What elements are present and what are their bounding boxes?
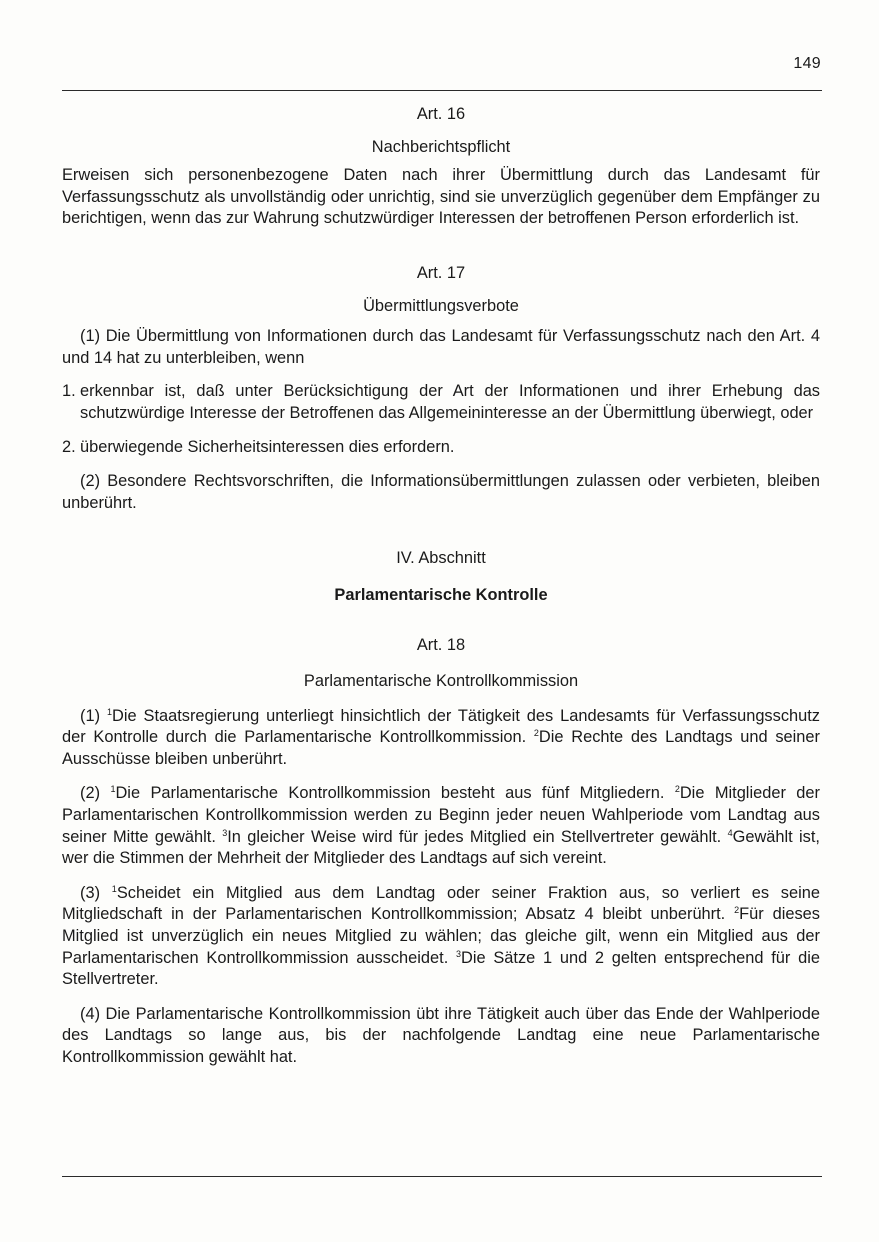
art18-title: Parlamentarische Kontrollkommission xyxy=(303,672,579,691)
art18-paragraph-2: (2) $^1$Die Parlamentarische Kontrollkommission besteht aus fünf Mitgliedern. $^2$Die Mitglieder der Parlamentarischen Kontrollkommission werden zu Beginn jeder neuen Wahlperiode vom Landtag aus seiner Mitte gewählt. $^3$In gleicher Weise wird für jedes Mitglied ein Stellvertreter gewählt. $^4$Gewählt ist, wer die Stimmen der Mehrheit der Mitglieder des Landtags auf sich vereint. xyxy=(62,784,820,868)
page-number: 149 xyxy=(793,55,821,72)
list-text: überwiegende Sicherheitsinteressen dies erfordern. xyxy=(80,437,455,456)
art18-paragraph-1: (1) $^1$Die Staatsregierung unterliegt hinsichtlich der Tätigkeit des Landesamts für Verfassungsschutz der Kontrolle durch die Parlamentarische Kontrollkommission. $^2$Die Rechte des Landtags und seiner Ausschüsse bleiben unberührt. xyxy=(62,706,820,768)
footer-rule xyxy=(62,1176,822,1177)
art18-number: Art. 18 xyxy=(416,635,466,654)
art16-title: Nachberichtspflicht xyxy=(371,137,511,156)
list-text: erkennbar ist, daß unter Berücksichtigung der Art der Informationen und ihrer Erhebung das schutzwürdige Interesse der Betroffenen das Allgemeininteresse an der Übermittlung überwiegt, oder xyxy=(80,382,820,422)
art18-paragraph-3: (3) $^1$Scheidet ein Mitglied aus dem Landtag oder seiner Fraktion aus, so verliert es seine Mitgliedschaft in der Parlamentarischen Kontrollkommission; Absatz 4 bleibt unberührt. $^2$Für dieses Mitglied ist unverzüglich ein neues Mitglied zu wählen; das gleiche gilt, wenn ein Mitglied aus der Parlamentarischen Kontrollkommission ausscheidet. $^3$Die Sätze 1 und 2 gelten entsprechend für die Stellvertreter. xyxy=(62,883,820,989)
art17-paragraph-2: (2) Besondere Rechtsvorschriften, die Informationsübermittlungen zulassen oder verbieten, bleiben unberührt. xyxy=(62,472,820,512)
header-rule xyxy=(62,90,822,91)
section-label: IV. Abschnitt xyxy=(396,549,486,568)
art17-list-item-2 xyxy=(62,437,820,459)
list-number: 1. xyxy=(62,382,76,401)
art17-paragraph-1: (1) Die Übermittlung von Informationen durch das Landesamt für Verfassungsschutz nach den Art. 4 und 14 hat zu unterbleiben, wenn xyxy=(62,327,820,367)
section-title: Parlamentarische Kontrolle xyxy=(334,585,548,604)
art17-number: Art. 17 xyxy=(416,263,466,282)
art17-title: Übermittlungsverbote xyxy=(363,296,519,315)
art17-list-item-1 xyxy=(62,381,820,424)
art16-number: Art. 16 xyxy=(416,105,466,123)
page-body xyxy=(62,104,820,1069)
list-number: 2. xyxy=(62,437,76,456)
art18-paragraph-4: (4) Die Parlamentarische Kontrollkommission übt ihre Tätigkeit auch über das Ende der Wahlperiode des Landtags so lange aus, bis der nachfolgende Landtag eine neue Parlamentarische Kontrollkommission gewählt hat. xyxy=(62,1004,820,1066)
art16-text: Erweisen sich personenbezogene Daten nach ihrer Übermittlung durch das Landesamt für Verfassungsschutz als unvollständig oder unrichtig, sind sie unverzüglich gegenüber dem Empfänger zu berichtigen, wenn das zur Wahrung schutzwürdiger Interessen der betroffenen Person erforderlich ist. xyxy=(62,166,820,228)
